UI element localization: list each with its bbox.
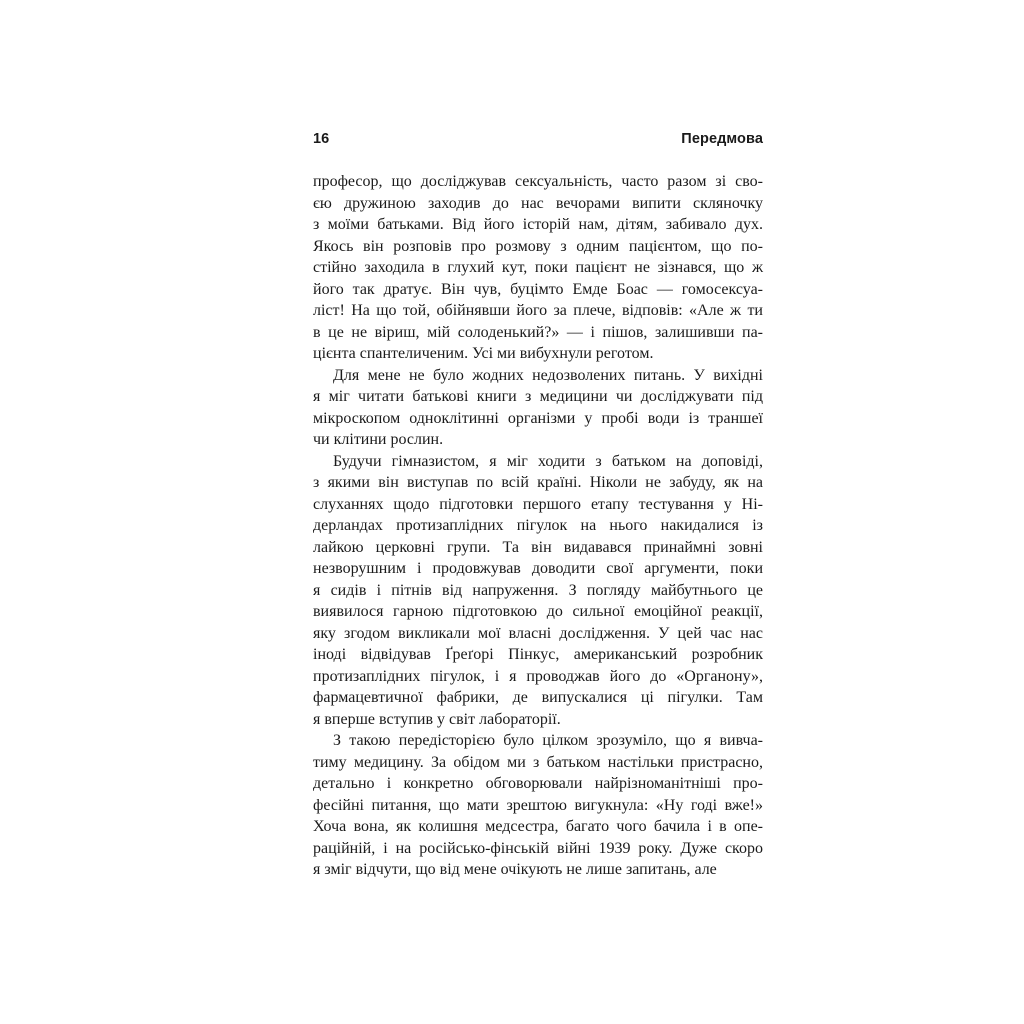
paragraph	[313, 365, 763, 451]
text-block	[313, 171, 763, 881]
paragraph	[313, 730, 763, 881]
text-line: ліст! На що той, обійнявши його за плече, відповів: «Але ж ти	[313, 302, 763, 319]
text-line: професор, що досліджував сексуальність, часто разом зі сво-	[313, 173, 763, 190]
content-column	[313, 131, 763, 881]
text-line: я зміг відчути, що від мене очікують не лише запитань, але	[313, 861, 717, 878]
text-line: фесійні питання, що мати зрештою вигукнула: «Ну годі вже!»	[313, 796, 763, 814]
text-line: чи клітини рослин.	[313, 431, 444, 448]
paragraph	[313, 171, 763, 365]
text-line: яку згодом викликали мої власні дослідження. У цей час нас	[313, 624, 763, 642]
text-line: незворушним і продовжував доводити свої аргументи, поки	[313, 560, 763, 577]
text-line: протизаплідних пігулок, і я проводжав його до «Органону»,	[313, 667, 763, 685]
text-line: іноді відвідував Ґреґорі Пінкус, американський розробник	[313, 646, 763, 663]
text-line: мікроскопом одноклітинні організми у пробі води із траншеї	[313, 409, 763, 427]
text-line: я міг читати батькові книги з медицини чи досліджувати під	[313, 388, 763, 405]
text-line: я сидів і пітнів від напруження. З погляду майбутнього це	[313, 581, 763, 599]
text-line: стійно заходила в глухий кут, поки пацієнт не зізнався, що ж	[313, 259, 763, 276]
text-line: Для мене не було жодних недозволених питань. У вихідні	[333, 366, 763, 384]
text-line: в це не віриш, мій солоденький?» — і пішов, залишивши па-	[313, 323, 763, 341]
paragraph	[313, 451, 763, 731]
text-line: з моїми батьками. Від його історій нам, дітям, забивало дух.	[313, 216, 763, 233]
text-line: єю дружиною заходив до нас вечорами випити скляночку	[313, 194, 763, 212]
text-line: цієнта спантеличеним. Усі ми вибухнули реготом.	[313, 345, 654, 362]
text-line: Хоча вона, як колишня медсестра, багато чого бачила і в опе-	[313, 818, 763, 835]
text-line: фармацевтичної фабрики, де випускалися ці пігулки. Там	[313, 689, 763, 706]
text-line: тиму медицину. За обідом ми з батьком настільки пристрасно,	[313, 753, 763, 771]
text-line: детально і конкретно обговорювали найрізноманітніші про-	[313, 775, 763, 792]
text-line: З такою передісторією було цілком зрозуміло, що я вивча-	[333, 732, 763, 749]
text-line: слуханнях щодо підготовки першого етапу тестування у Ні-	[313, 495, 763, 513]
running-head: Передмова	[681, 131, 763, 147]
text-line: лайкою церковні групи. Та він видавався принаймні зовні	[313, 538, 763, 556]
text-line: Якось він розповів про розмову з одним пацієнтом, що по-	[313, 237, 763, 255]
text-line: виявилося гарною підготовкою до сильної емоційної реакції,	[313, 603, 763, 620]
text-line: його так дратує. Він чув, буцімто Емде Боас — гомосексуа-	[313, 280, 763, 298]
text-line: Будучи гімназистом, я міг ходити з батьком на доповіді,	[333, 452, 763, 470]
text-line: з якими він виступав по всій країні. Ніколи не забуду, як на	[313, 474, 763, 491]
page-header	[313, 131, 763, 147]
text-line: дерландах протизаплідних пігулок на нього накидалися із	[313, 517, 763, 534]
text-line: раційній, і на російсько-фінській війні 1939 року. Дуже скоро	[313, 839, 763, 857]
page-number: 16	[313, 131, 330, 147]
text-line: я вперше вступив у світ лабораторії.	[313, 710, 561, 728]
